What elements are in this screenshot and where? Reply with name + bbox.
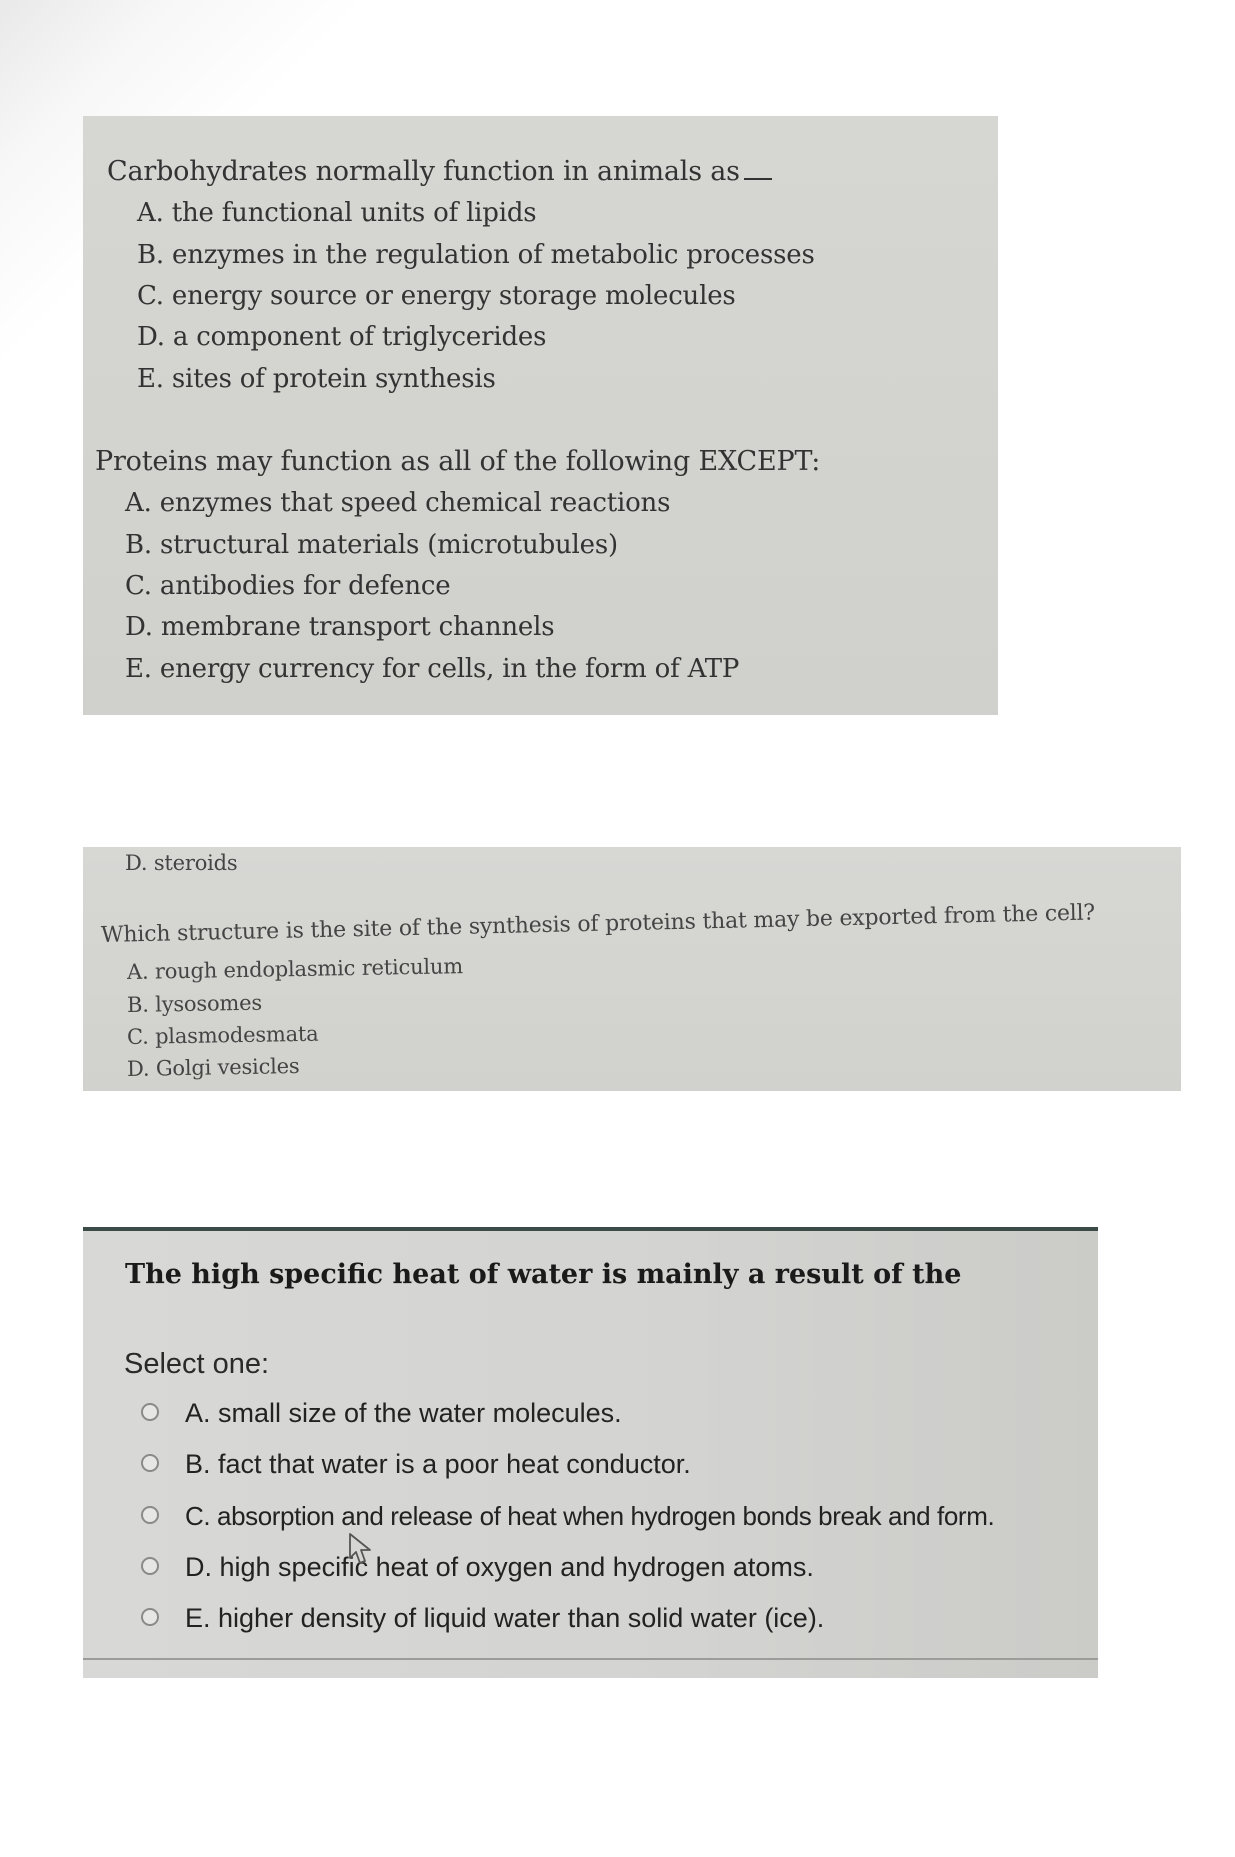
option-d: D. Golgi vesicles	[126, 1053, 300, 1081]
question-text: Carbohydrates normally function in animals as	[107, 156, 740, 187]
answer-label: E. higher density of liquid water than solid water (ice).	[185, 1603, 825, 1633]
radio-button[interactable]	[141, 1608, 159, 1626]
option-b: B. enzymes in the regulation of metabolic processes	[137, 240, 815, 270]
question-specific-heat: The high specific heat of water is mainly a result of the	[125, 1259, 962, 1290]
option-c: C. antibodies for defence	[125, 571, 451, 601]
question-carbohydrates	[107, 156, 772, 187]
question-photo-2	[83, 847, 1181, 1091]
answer-label: C. absorption and release of heat when hydrogen bonds break and form.	[185, 1501, 995, 1531]
option-b: B. lysosomes	[126, 990, 263, 1017]
option-a: A. rough endoplasmic reticulum	[126, 954, 464, 984]
radio-button[interactable]	[141, 1403, 159, 1421]
answer-blank	[744, 178, 772, 180]
quiz-screenshot	[83, 1227, 1098, 1678]
question-protein-export: Which structure is the site of the synthesis of proteins that may be exported from the cell?	[100, 900, 1096, 948]
option-d: D. a component of triglycerides	[137, 322, 547, 352]
option-d: D. membrane transport channels	[125, 612, 555, 642]
option-a: A. the functional units of lipids	[137, 198, 537, 228]
answer-label: B. fact that water is a poor heat conductor.	[185, 1449, 691, 1479]
option-a: A. enzymes that speed chemical reactions	[125, 488, 671, 518]
radio-button[interactable]	[141, 1454, 159, 1472]
cutoff-option-steroids: D. steroids	[125, 851, 238, 875]
option-c: C. energy source or energy storage molecules	[137, 281, 736, 311]
divider	[83, 1658, 1098, 1660]
option-b: B. structural materials (microtubules)	[125, 530, 618, 560]
answer-label: A. small size of the water molecules.	[185, 1398, 622, 1428]
answer-label: D. high specific heat of oxygen and hydrogen atoms.	[185, 1552, 814, 1582]
select-one-label: Select one:	[124, 1348, 270, 1380]
radio-button[interactable]	[141, 1557, 159, 1575]
question-photo-1	[83, 116, 998, 715]
radio-button[interactable]	[141, 1506, 159, 1524]
option-c: C. plasmodesmata	[126, 1021, 319, 1049]
question-proteins: Proteins may function as all of the following EXCEPT:	[95, 446, 821, 477]
option-e: E. sites of protein synthesis	[137, 364, 496, 394]
option-e: E. energy currency for cells, in the form of ATP	[125, 654, 740, 684]
mouse-pointer-icon	[348, 1532, 376, 1566]
